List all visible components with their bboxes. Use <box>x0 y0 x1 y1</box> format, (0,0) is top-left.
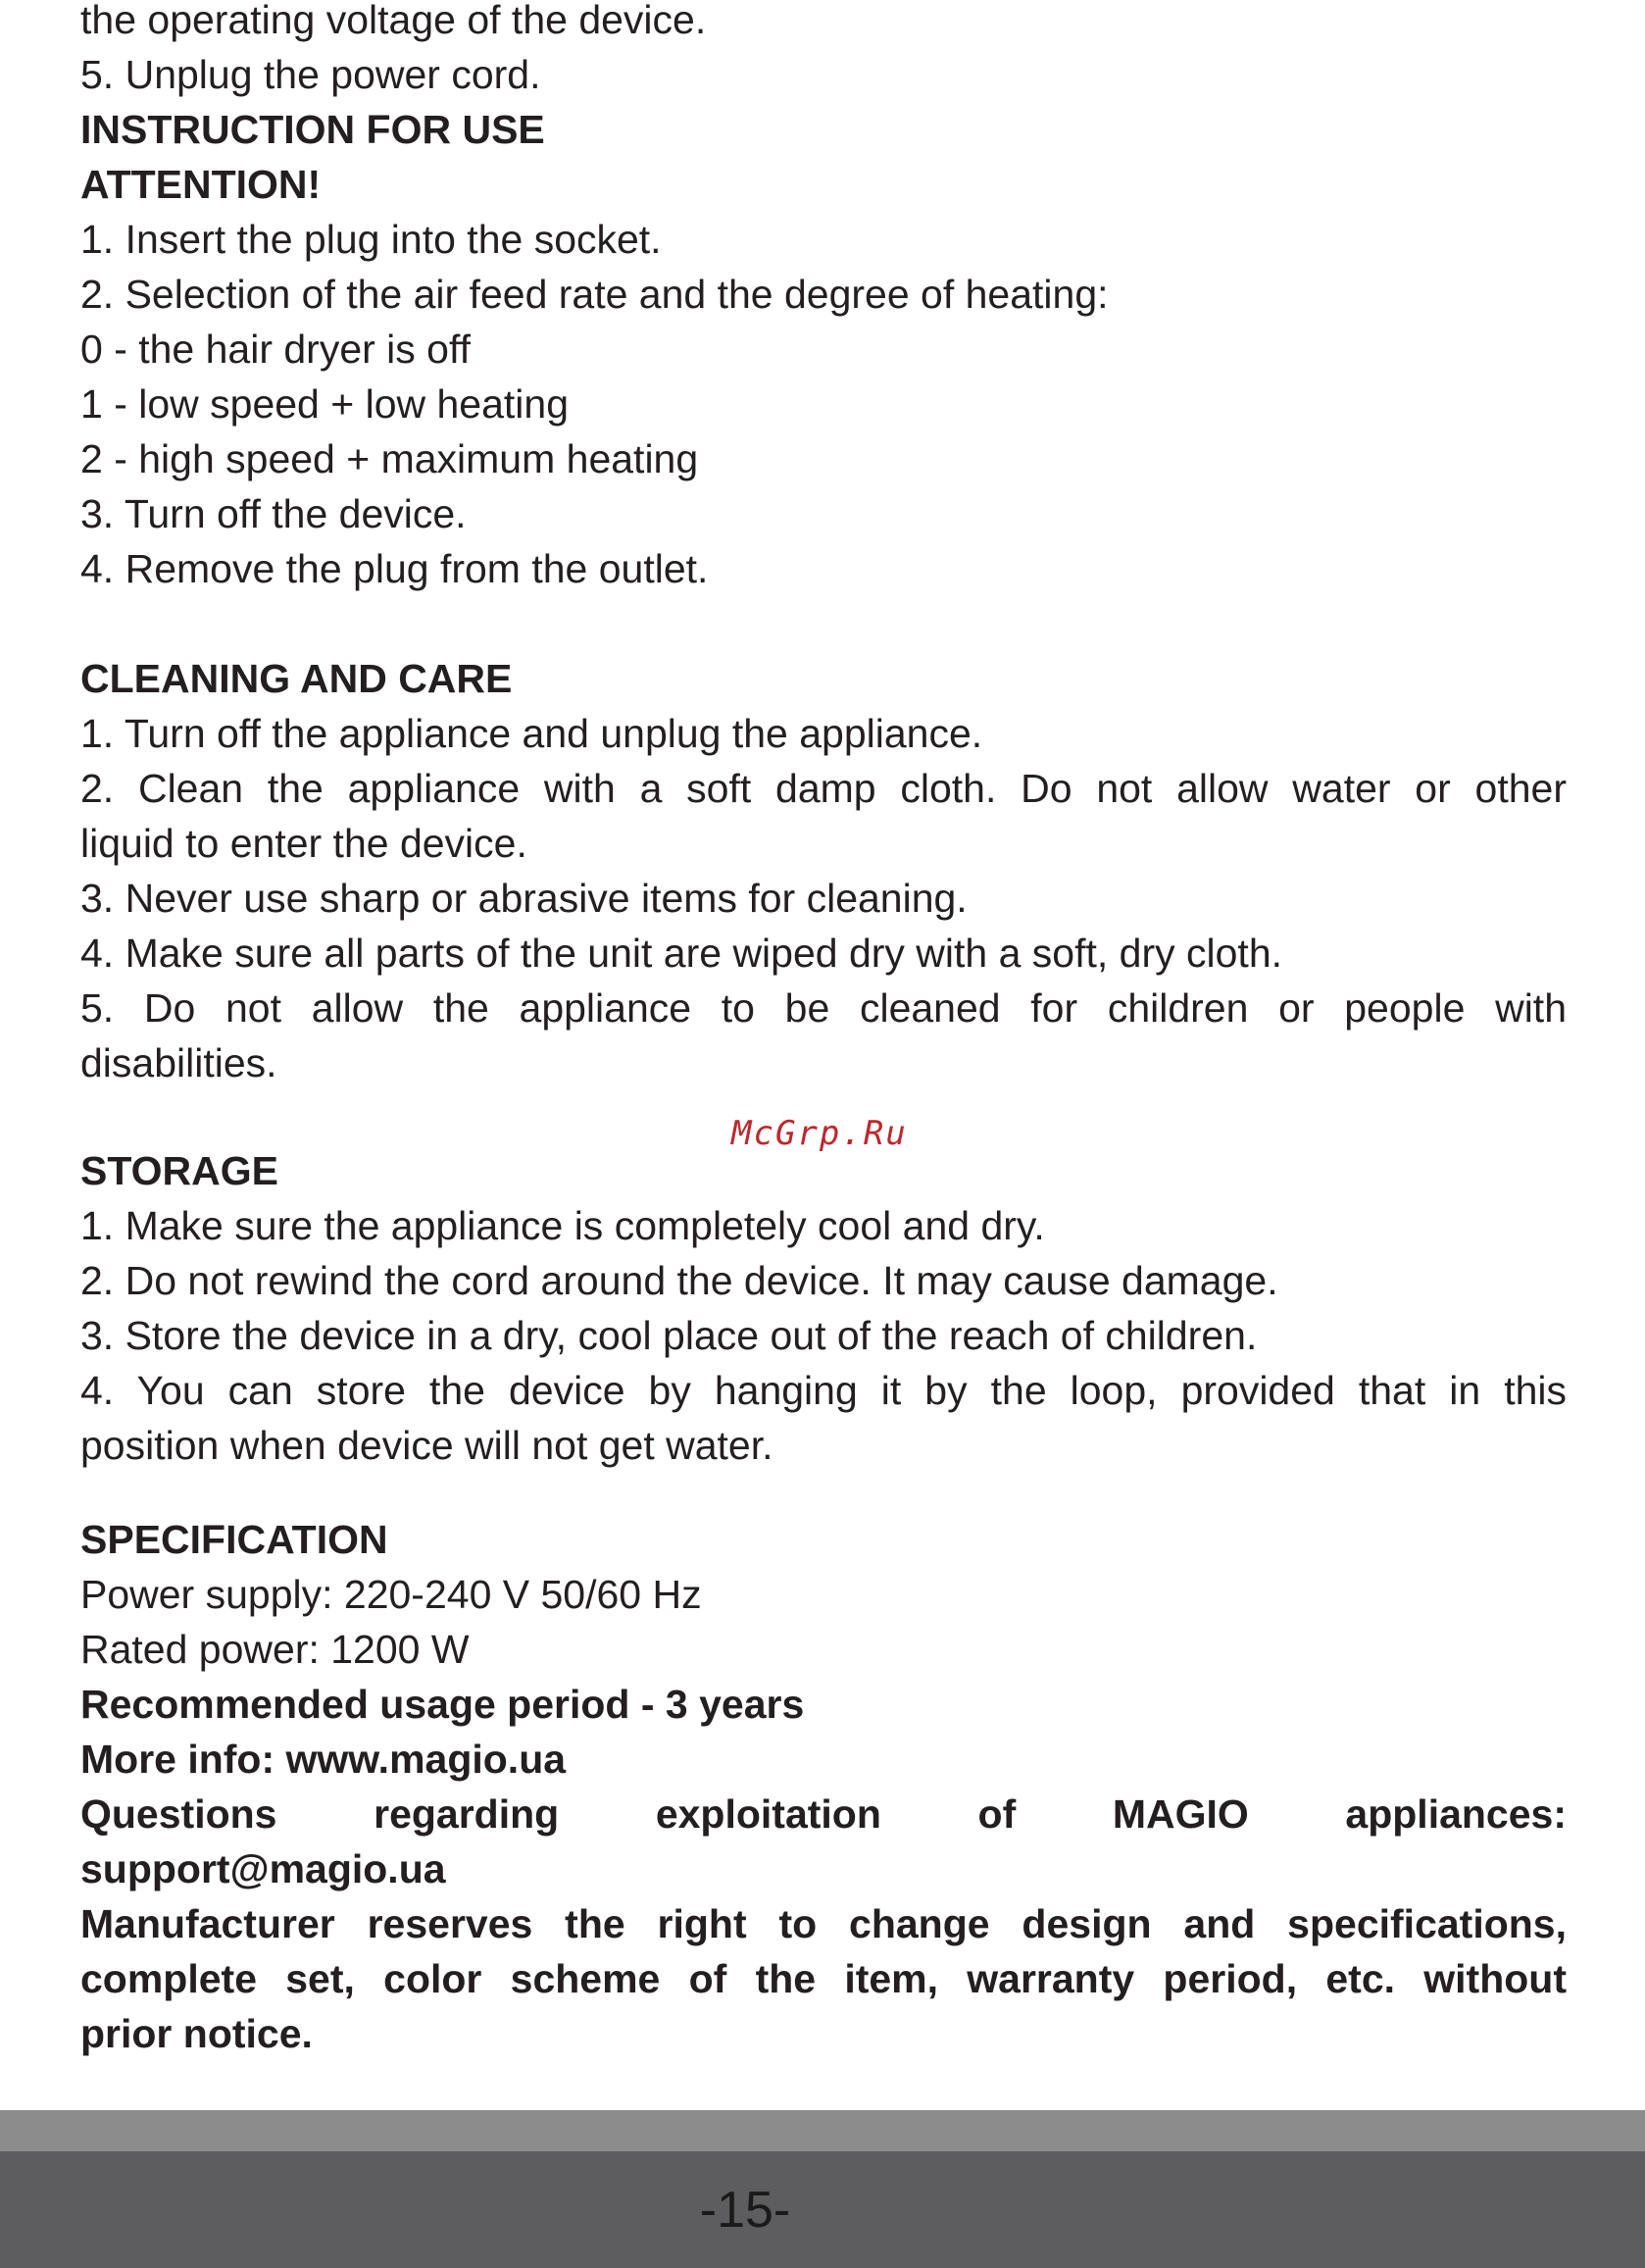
intro-line-2: 5. Unplug the power cord. <box>80 52 541 97</box>
storage-item-continued: position when device will not get water. <box>80 1423 773 1468</box>
spec-notice: complete set, color scheme of the item, warranty period, etc. without <box>80 1956 1567 2001</box>
storage-item: 3. Store the device in a dry, cool place out of the reach of children. <box>80 1313 1258 1358</box>
cleaning-item-continued: disabilities. <box>80 1040 277 1085</box>
instruction-item: 1 - low speed + low heating <box>80 381 570 427</box>
intro-line-1: the operating voltage of the device. <box>80 0 707 42</box>
spec-notice: prior notice. <box>80 2011 313 2056</box>
specification-heading: SPECIFICATION <box>80 1517 388 1562</box>
instruction-item: 3. Turn off the device. <box>80 491 467 536</box>
cleaning-item: 2. Clean the appliance with a soft damp cloth. Do not allow water or other <box>80 766 1567 811</box>
cleaning-item-continued: liquid to enter the device. <box>80 821 527 866</box>
storage-item: 1. Make sure the appliance is completely cool and dry. <box>80 1203 1045 1248</box>
footer-band <box>0 2110 1645 2151</box>
storage-heading: STORAGE <box>80 1148 278 1193</box>
cleaning-item: 3. Never use sharp or abrasive items for cleaning. <box>80 876 968 921</box>
spec-support-email: support@magio.ua <box>80 1846 446 1891</box>
cleaning-heading: CLEANING AND CARE <box>80 656 513 701</box>
instruction-heading: INSTRUCTION FOR USE <box>80 107 545 152</box>
instruction-item: 0 - the hair dryer is off <box>80 327 472 372</box>
cleaning-item: 4. Make sure all parts of the unit are wiped dry with a soft, dry cloth. <box>80 931 1283 976</box>
instruction-item: 2 - high speed + maximum heating <box>80 436 699 481</box>
cleaning-item: 5. Do not allow the appliance to be cleaned for children or people with <box>80 985 1567 1031</box>
cleaning-item: 1. Turn off the appliance and unplug the appliance. <box>80 711 983 756</box>
spec-questions: Questions regarding exploitation of MAGIO appliances: <box>80 1791 1567 1837</box>
instruction-item: 4. Remove the plug from the outlet. <box>80 546 709 591</box>
spec-rated-power: Rated power: 1200 W <box>80 1627 470 1672</box>
spec-usage-period: Recommended usage period - 3 years <box>80 1682 805 1727</box>
attention-label: ATTENTION! <box>80 162 322 207</box>
page-number: -15- <box>699 2182 791 2239</box>
storage-item: 4. You can store the device by hanging it by the loop, provided that in this <box>80 1368 1567 1413</box>
spec-power-supply: Power supply: 220-240 V 50/60 Hz <box>80 1572 702 1617</box>
instruction-item: 1. Insert the plug into the socket. <box>80 217 662 262</box>
watermark: McGrp.Ru <box>731 1114 908 1153</box>
instruction-item: 2. Selection of the air feed rate and the degree of heating: <box>80 272 1109 317</box>
storage-item: 2. Do not rewind the cord around the device. It may cause damage. <box>80 1258 1278 1303</box>
spec-notice: Manufacturer reserves the right to change design and specifications, <box>80 1901 1567 1946</box>
spec-more-info: More info: www.magio.ua <box>80 1737 567 1782</box>
